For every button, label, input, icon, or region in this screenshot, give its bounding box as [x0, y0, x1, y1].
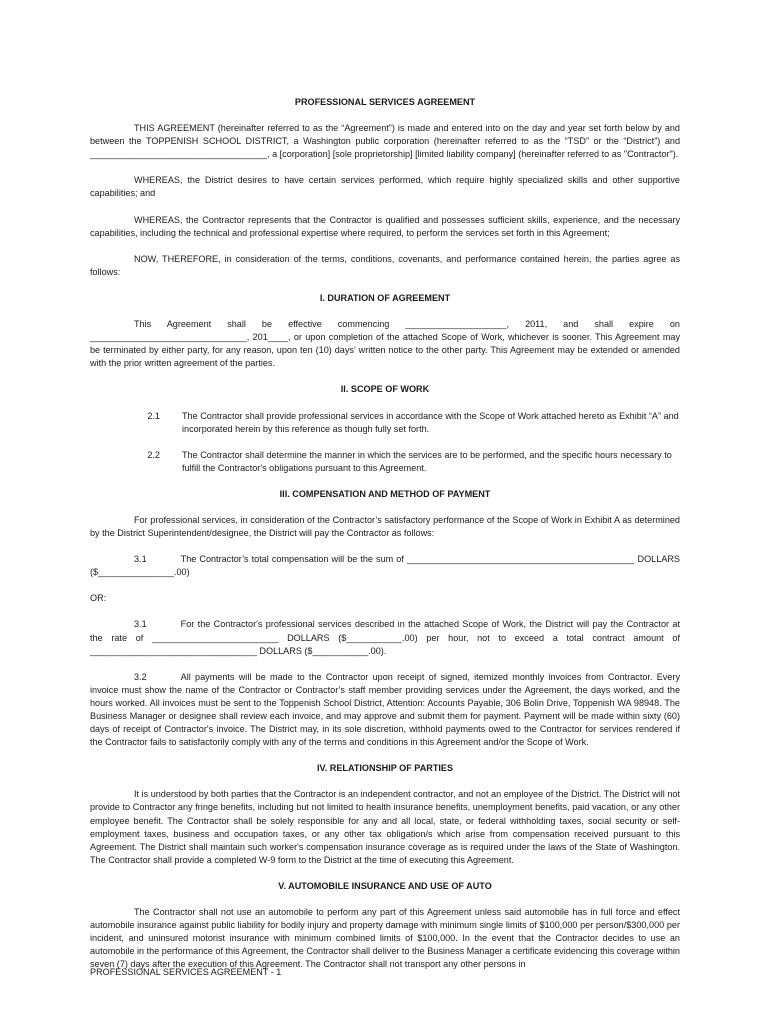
clause-text: The Contractor shall provide professional services in accordance with the Scope of Work attached hereto as Exhibit “A” and incorporated herein by this reference as though fully set forth. [182, 410, 679, 434]
document-title: PROFESSIONAL SERVICES AGREEMENT [294, 97, 476, 107]
clause-text: All payments will be made to the Contractor upon receipt of signed, itemized monthly invoices from Contractor. Every invoice must show the name of the Contractor or Contractor’s staff member providing services under the Agreement, the days worked, and the hours worked. All invoices must be sent to the Toppenish School District, Attention: Accounts Payable, 306 Bolin Drive, Toppenish WA 98948. The Business Manager or designee shall review each invoice, and may approve and submit them for payment. Payment will be made within sixty (60) days of receipt of Contractor's invoice. The District may, in its sole discretion, withhold payments owed to the Contractor for services rendered if the Contractor fails to satisfactorily comply with any of the terms and conditions in this Agreement and/or the Scope of Work. [90, 671, 680, 748]
automobile-paragraph: The Contractor shall not use an automobile to perform any part of this Agreement unless said automobile has in full force and effect automobile insurance against public liability for bodily injury and property damage with minimum single limits of $100,000 per person/$300,000 per incident, and uninsured motorist insurance with minimum combined limits of $100,000. In the event that the Contractor decides to use an automobile in the performance of this Agreement, the Contractor shall deliver to the Business Manager a certificate evidencing this coverage within seven (7) days after the execution of this Agreement. The Contractor shall not transport any other persons in [90, 907, 680, 970]
clause-3-1-hourly [90, 618, 680, 657]
page-footer: PROFESSIONAL SERVICES AGREEMENT - 1 [90, 967, 282, 977]
document-body [90, 96, 680, 972]
clause-number: 2.2 [147, 449, 160, 460]
whereas-paragraph-2: WHEREAS, the Contractor represents that the Contractor is qualified and possesses sufficient skills, experience, and the necessary capabilities, including the technical and professional expertise where required, to perform the services set forth in this Agreement; [90, 214, 680, 238]
compensation-paragraph: For professional services, in consideration of the Contractor’s satisfactory performance of the Scope of Work in Exhibit A as determined by the District Superintendent/designee, the District will pay the Contractor as follows: [90, 514, 680, 539]
duration-paragraph: This Agreement shall be effective commencing ____________________, 2011, and shall expire on _______________________________, 201____, or upon completion of the attached Scope of Work, whichever is sooner. This Agreement may be terminated by either party, for any reason, upon ten (10) days' written notice to the other party. This Agreement may be extended or amended with the prior written agreement of the parties. [90, 319, 680, 369]
clause-text: The Contractor shall determine the manner in which the services are to be performed, and the specific hours necessary to fulfill the Contractor's obligations pursuant to this Agreement. [182, 449, 672, 473]
clause-number: 3.2 [134, 671, 147, 682]
relationship-paragraph: It is understood by both parties that the Contractor is an independent contractor, and not an employee of the District. The District will not provide to Contractor any fringe benefits, including but not limited to health insurance benefits, unemployment benefits, paid vacation, or any other employee benefit. The Contractor shall be solely responsible for any and all local, state, or federal withholding taxes, social security or self-employment taxes, business and occupation taxes, or any other tax obligation/s which arise from compensation received pursuant to this Agreement. The District shall maintain such worker's compensation insurance coverage as is required under the laws of the State of Washington. The Contractor shall provide a completed W-9 form to the District at the time of executing this Agreement. [90, 789, 680, 865]
clause-2-2 [90, 449, 680, 475]
clause-3-2 [90, 671, 680, 750]
clause-3-1-total [90, 553, 680, 579]
or-label: OR: [90, 593, 107, 604]
clause-number: 3.1 [134, 619, 147, 630]
section-heading-automobile: V. AUTOMOBILE INSURANCE AND USE OF AUTO [278, 880, 492, 891]
section-heading-compensation: III. COMPENSATION AND METHOD OF PAYMENT [279, 488, 491, 499]
intro-paragraph: THIS AGREEMENT (hereinafter referred to as the “Agreement”) is made and entered into on the day and year set forth below by and between the TOPPENISH SCHOOL DISTRICT, a Washington public corporation (hereinafter referred to as the “TSD” or the “District”) and ___________________________________, a [corporation] [sole proprietorship] [limited liability company] (hereinafter referred to as "Contractor"). [90, 123, 680, 160]
clause-2-1 [90, 410, 680, 436]
clause-text: For the Contractor's professional services described in the attached Scope of Work, the District will pay the Contractor at the rate of _________________________ DOLLARS ($___________.00) per hour, not to exceed a total contract amount of _________________________________ DOLLARS ($___________.00). [90, 619, 680, 656]
now-therefore-paragraph: NOW, THEREFORE, in consideration of the terms, conditions, covenants, and performance contained herein, the parties agree as follows: [90, 253, 680, 277]
section-heading-duration: I. DURATION OF AGREEMENT [319, 292, 451, 303]
clause-text: The Contractor’s total compensation will be the sum of _____________________________________________ DOLLARS ($_______________.00) [90, 554, 680, 578]
whereas-paragraph-1: WHEREAS, the District desires to have certain services performed, which require highly specialized skills and other supportive capabilities; and [90, 175, 680, 199]
clause-number: 3.1 [134, 554, 147, 565]
section-heading-scope: II. SCOPE OF WORK [340, 384, 430, 395]
section-heading-relationship: IV. RELATIONSHIP OF PARTIES [316, 763, 454, 774]
clause-number: 2.1 [147, 410, 160, 421]
